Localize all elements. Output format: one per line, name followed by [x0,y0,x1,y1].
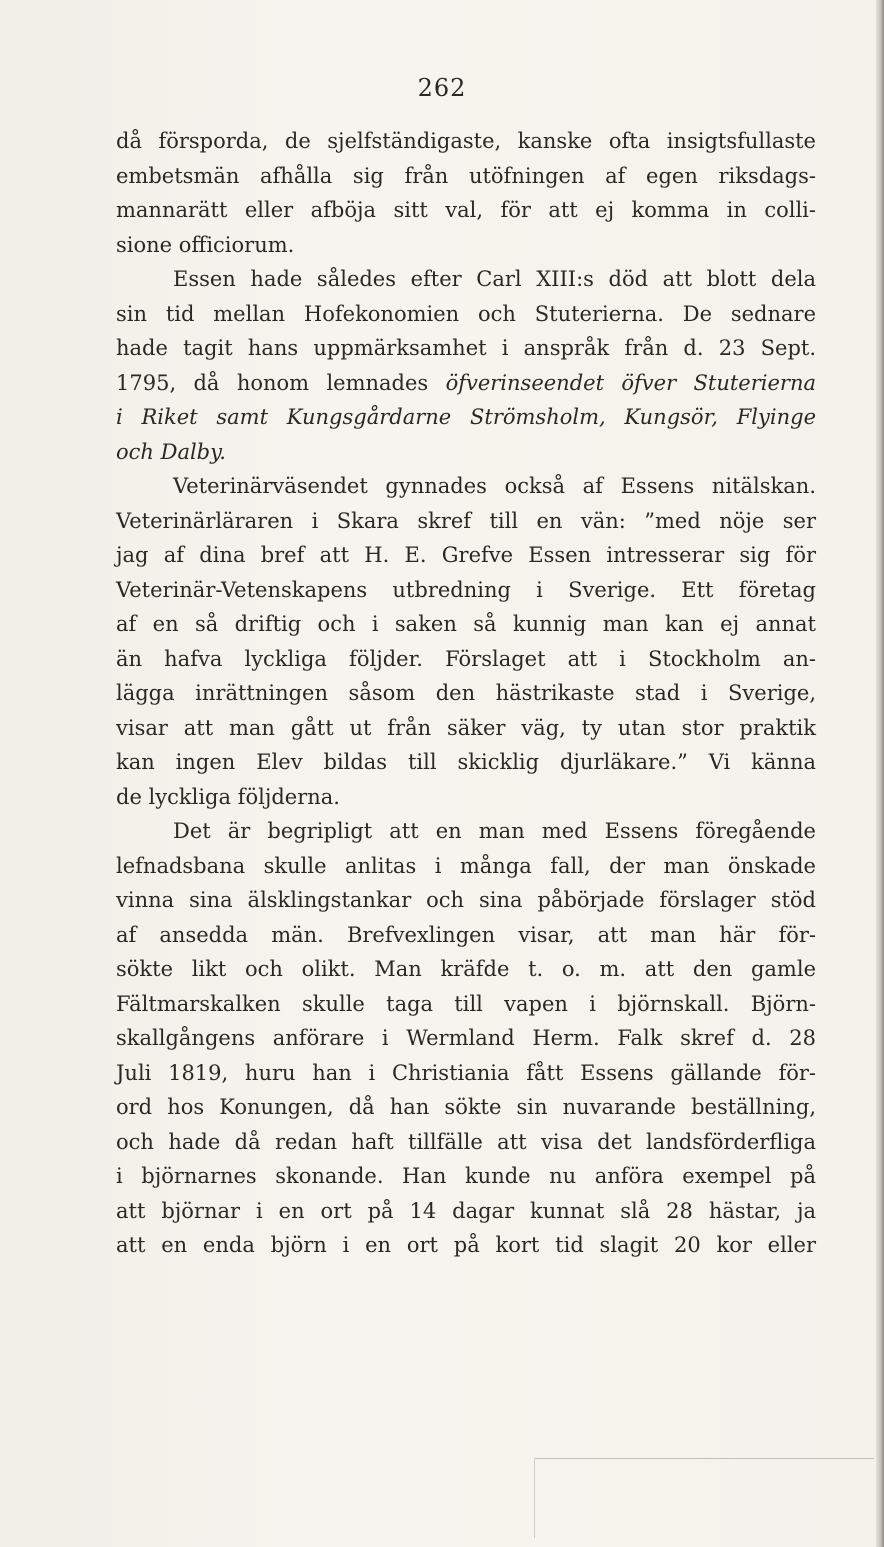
text-line: Fältmarskalken skulle taga till vapen i björnskall. Björn- [116,991,816,1016]
text-line: då försporda, de sjelfständigaste, kanske ofta insigtsfullaste [116,129,816,153]
page-number: 262 [417,74,467,102]
text-line-italic: och Dalby. [116,439,226,464]
paragraph-start-line: Essen hade således efter Carl XIII:s död att blott dela [173,267,816,291]
text-line: lägga inrättningen såsom den hästrikaste stad i Sverige, [116,681,816,705]
text-line: ord hos Konungen, då han sökte sin nuvarande beställning, [116,1095,816,1119]
text-line: mannarätt eller afböja sitt val, för att ej komma in colli- [116,198,816,222]
text-line: de lyckliga följderna. [116,784,340,809]
text-line: embetsmän afhålla sig från utöfningen af egen riksdags- [116,163,816,188]
text-line: och hade då redan haft tillfälle att visa det landsförderfliga [116,1129,816,1154]
text-line: Veterinär-Vetenskapens utbredning i Sverige. Ett företag [116,577,816,602]
body-text [116,124,816,1263]
text-line-roman: 1795, då honom lemnades [116,370,446,395]
text-line [116,366,816,401]
text-line: sione officiorum. [116,232,295,257]
page-edge-shadow [876,0,884,1547]
text-line: visar att man gått ut från säker väg, ty utan stor praktik [116,715,816,740]
text-line-italic: i Riket samt Kungsgårdarne Strömsholm, Kungsör, Flyinge [116,405,816,429]
text-line: att björnar i en ort på 14 dagar kunnat slå 28 hästar, ja [116,1198,816,1223]
paragraph-start-line: Veterinärväsendet gynnades också af Essens nitälskan. [173,474,816,498]
text-line [116,400,816,435]
text-line: jag af dina bref att H. E. Grefve Essen intresserar sig för [116,543,816,567]
text-line: hade tagit hans uppmärksamhet i anspråk från d. 23 Sept. [116,336,816,360]
text-line: sökte likt och olikt. Man kräfde t. o. m. att den gamle [116,957,816,981]
text-line: af ansedda män. Brefvexlingen visar, att man här för- [116,922,816,947]
text-line: sin tid mellan Hofekonomien och Stuterierna. De sednare [116,301,816,326]
scan-border-line [534,1458,874,1459]
text-line-italic: öfverinseendet öfver Stuterierna [445,370,816,395]
text-line: än hafva lyckliga följder. Förslaget att i Stockholm an- [116,646,816,671]
text-line: lefnadsbana skulle anlitas i många fall, der man önskade [116,853,816,878]
text-line: Veterinärläraren i Skara skref till en vän: ”med nöje ser [116,508,816,533]
scan-border-line [534,1458,535,1538]
text-line [116,435,816,470]
text-line: skallgångens anförare i Wermland Herm. Falk skref d. 28 [116,1026,816,1050]
text-line: kan ingen Elev bildas till skicklig djurläkare.” Vi känna [116,750,816,774]
text-line: att en enda björn i en ort på kort tid slagit 20 kor eller [116,1233,816,1257]
text-line: af en så driftig och i saken så kunnig man kan ej annat [116,612,816,636]
text-line: vinna sina älsklingstankar och sina påbörjade förslager stöd [116,888,816,912]
paragraph-start-line: Det är begripligt att en man med Essens föregående [173,819,816,843]
text-line: Juli 1819, huru han i Christiania fått Essens gällande för- [116,1060,816,1085]
text-line: i björnarnes skonande. Han kunde nu anföra exempel på [116,1164,816,1188]
